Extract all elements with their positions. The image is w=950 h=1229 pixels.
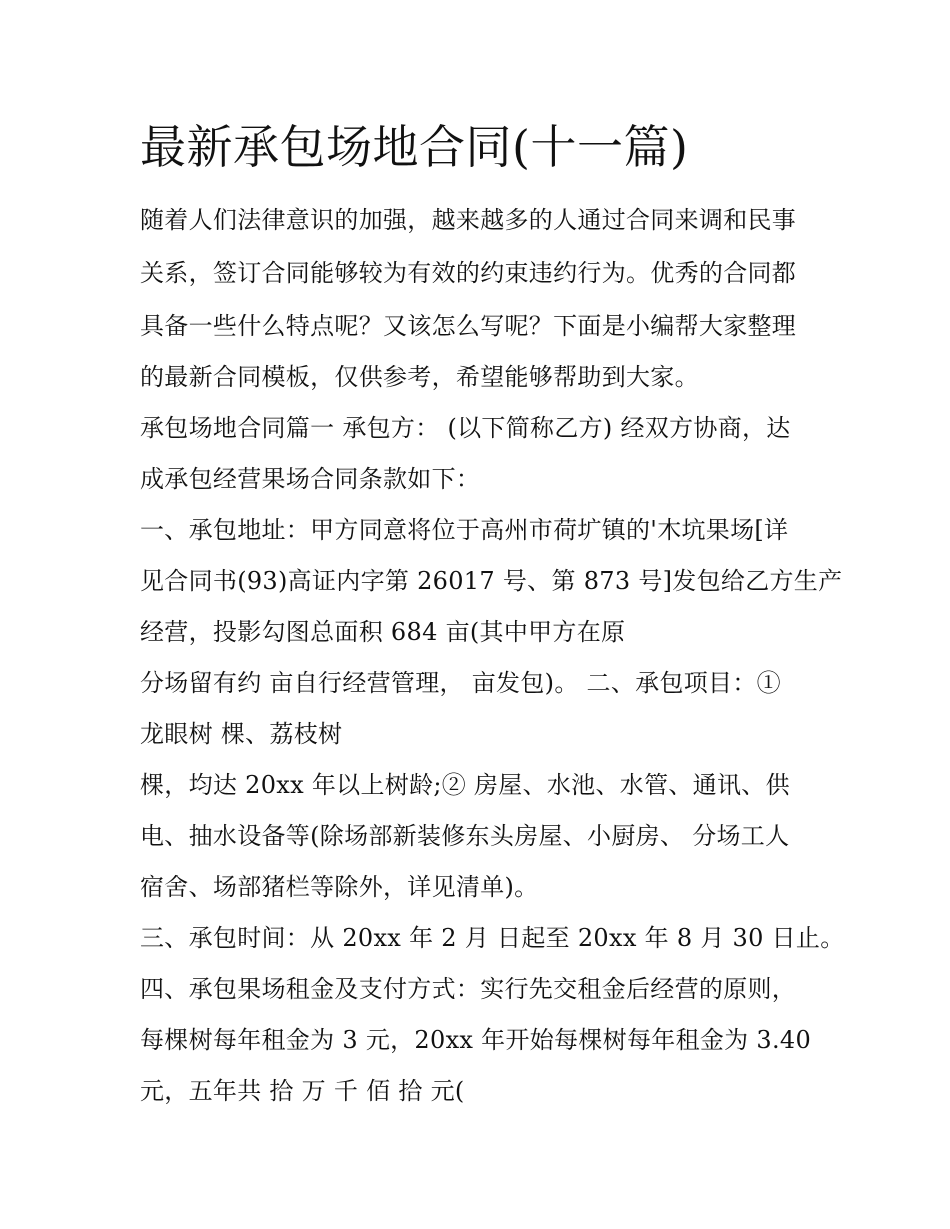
body-line-1: 随着人们法律意识的加强，越来越多的人通过合同来调和民事 (140, 206, 797, 234)
body-line-3: 具备一些什么特点呢？又该怎么写呢？下面是小编帮大家整理 (140, 312, 797, 340)
body-line-8: 见合同书(93)高证内字第 26017 号、第 873 号]发包给乙方生产 (140, 567, 843, 595)
body-line-17: 每棵树每年租金为 3 元，20xx 年开始每棵树每年租金为 3.40 (140, 1026, 812, 1054)
body-line-16: 四、承包果场租金及支付方式：实行先交租金后经营的原则， (140, 975, 797, 1003)
body-line-10: 分场留有约 亩自行经营管理， 亩发包)。 二、承包项目：① (140, 669, 781, 697)
body-line-6: 成承包经营果场合同条款如下： (140, 465, 481, 493)
body-line-11: 龙眼树 棵、荔枝树 (140, 720, 343, 748)
body-line-5: 承包场地合同篇一 承包方： (以下简称乙方) 经双方协商，达 (140, 414, 791, 442)
body-line-7: 一、承包地址：甲方同意将位于高州市荷圹镇的'木坑果场[详 (140, 516, 789, 544)
body-line-9: 经营，投影勾图总面积 684 亩(其中甲方在原 (140, 618, 626, 646)
body-line-15: 三、承包时间：从 20xx 年 2 月 日起至 20xx 年 8 月 30 日止。 (140, 924, 845, 952)
body-line-18: 元，五年共 拾 万 千 佰 拾 元( (140, 1077, 465, 1105)
body-line-2: 关系，签订合同能够较为有效的约束违约行为。优秀的合同都 (140, 259, 797, 287)
body-line-14: 宿舍、场部猪栏等除外，详见清单)。 (140, 873, 539, 901)
body-line-12: 棵，均达 20xx 年以上树龄;② 房屋、水池、水管、通讯、供 (140, 771, 790, 799)
body-line-4: 的最新合同模板，仅供参考，希望能够帮助到大家。 (140, 363, 699, 391)
body-line-13: 电、抽水设备等(除场部新装修东头房屋、小厨房、 分场工人 (140, 822, 790, 850)
document-title: 最新承包场地合同(十一篇) (140, 120, 689, 174)
